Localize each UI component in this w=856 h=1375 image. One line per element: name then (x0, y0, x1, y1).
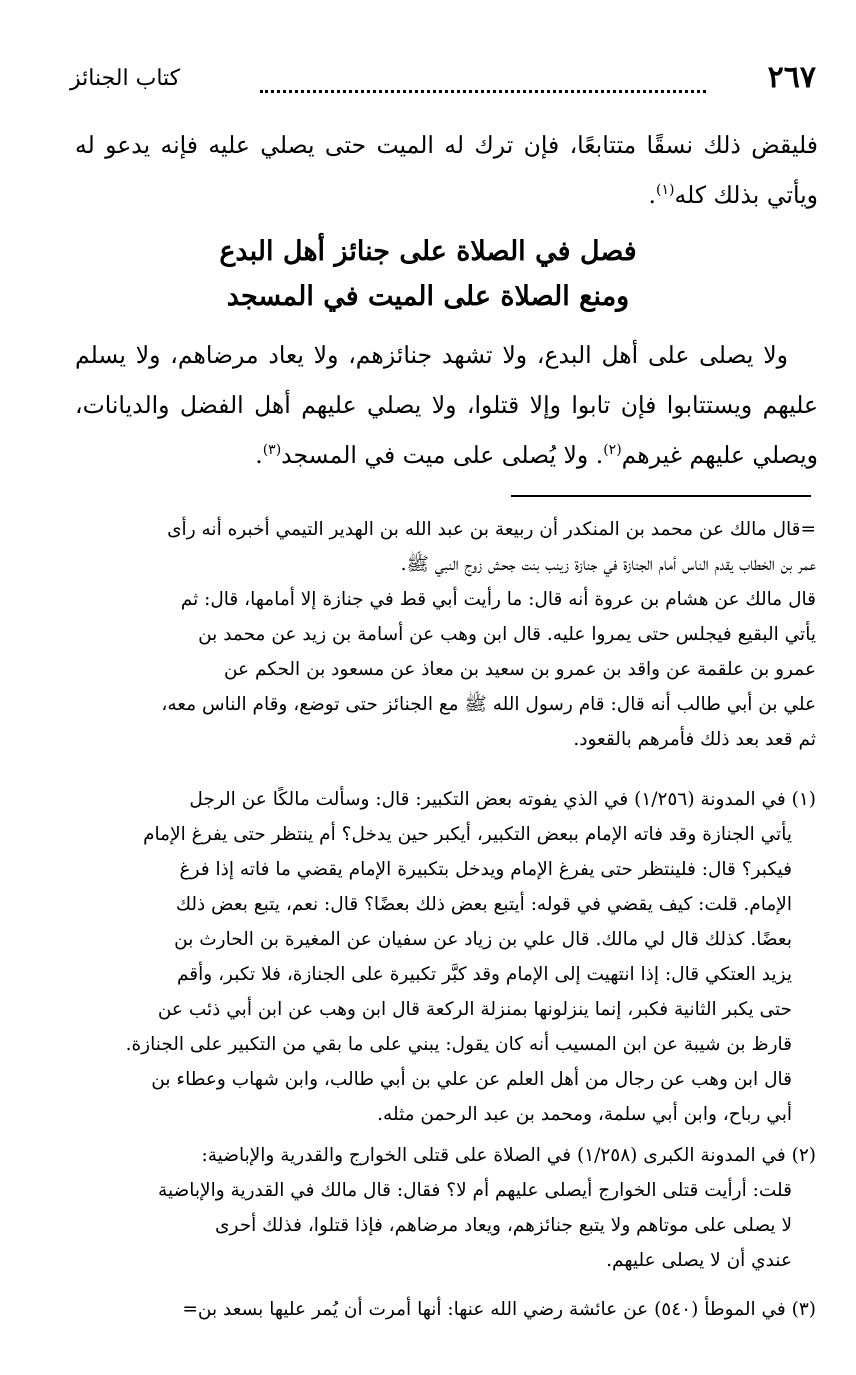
footnote-line: قارظ بن شيبة عن ابن المسيب أنه كان يقول: يبني على ما بقي من التكبير على الجنازة. (125, 1034, 792, 1055)
section-heading-line-2: ومنع الصلاة على الميت في المسجد (226, 281, 630, 312)
footnote-line: يأتي البقيع فيجلس حتى يمروا عليه. قال ابن وهب عن أسامة بن زيد عن محمد بن (198, 624, 816, 645)
page-number: ٢٦٧ (767, 60, 816, 95)
footnote-line: فيكبر؟ قال: فلينتظر حتى يفرغ الإمام ويدخل بتكبيرة الإمام يقضي ما فاته إذا فرغ (179, 859, 792, 880)
section-heading-line-1: فصل في الصلاة على جنائز أهل البدع (219, 236, 637, 267)
footnote-line: عمر بن الخطاب يقدم الناس أمام الجنازة في جنازة زينب بنت جحش زوج النبي ﷺ. (400, 554, 816, 575)
footnote-ref-1: (١) (656, 182, 675, 199)
footnote-line: قال مالك عن هشام بن عروة أنه قال: ما رأيت أبي قط في جنازة إلا أمامها، قال: ثم (180, 589, 816, 610)
footnote-line: قلت: أرأيت قتلى الخوارج أيصلى عليهم أم لا؟ فقال: قال مالك في القدرية والإباضية (158, 1180, 792, 1201)
footnote-ref-3: (٣) (262, 442, 282, 459)
paragraph-text-b: . ولا يُصلى على ميت في المسجد (281, 441, 604, 469)
footnote-line: عمرو بن علقمة عن واقد بن عمرو بن سعيد بن معاذ عن مسعود بن الحكم عن (223, 659, 816, 680)
footnote-line: =قال مالك عن محمد بن المنكدر أن ربيعة بن عبد الله بن الهدير التيمي أخبره أنه رأى (167, 519, 816, 540)
footnote-line: (٢) في المدونة الكبرى (١/٢٥٨) في الصلاة على قتلى الخوارج والقدرية والإباضية: (201, 1145, 816, 1166)
footnote-line: علي بن أبي طالب أنه قال: قام رسول الله ﷺ مع الجنائز حتى توضع، وقام الناس معه، (161, 694, 816, 715)
footnote-line: الإمام. قلت: كيف يقضي في قوله: أيتبع بعض ذلك بعضًا؟ قال: نعم، يتبع بعض ذلك (175, 894, 792, 915)
paragraph-text: فليقض ذلك نسقًا متتابعًا، فإن ترك له الميت حتى يصلي عليه فإنه يدعو له ويأتي بذلك كله (75, 131, 818, 209)
footnote-ref-2: (٢) (603, 442, 622, 459)
footnote-3 (70, 1292, 816, 1327)
footnote-line: بعضًا. كذلك قال لي مالك. قال علي بن زياد عن سفيان عن المغيرة بن الحارث بن (174, 929, 792, 950)
footnote-line: قال ابن وهب عن رجال من أهل العلم عن علي بن أبي طالب، وابن شهاب وعطاء بن (151, 1069, 792, 1090)
page-header (70, 60, 816, 100)
footnote-line: حتى يكبر الثانية فكبر، إنما ينزلونها بمنزلة الركعة قال ابن وهب عن ابن أبي ذئب عن (157, 999, 792, 1020)
footnote-line: (٣) في الموطأ (٥٤٠) عن عائشة رضي الله عنها: أنها أمرت أن يُمر عليها بسعد بن= (182, 1299, 816, 1320)
footnote-line: أبي رباح، وابن أبي سلمة، ومحمد بن عبد الرحمن مثله. (377, 1104, 792, 1125)
footnote-line: يزيد العتكي قال: إذا انتهيت إلى الإمام وقد كبَّر تكبيرة على الجنازة، فلا تكبر، وأقم (176, 964, 792, 985)
footnote-continued (70, 512, 816, 757)
footnote-2 (70, 1138, 816, 1278)
paragraph-text-a: ولا يصلى على أهل البدع، ولا تشهد جنائزهم، ولا يعاد مرضاهم، ولا يسلم عليهم ويستتابوا فإن تابوا وإلا قتلوا، ولا يصلي عليهم أهل الفضل والديانات، ويصلي عليهم غيرهم (75, 341, 818, 469)
footnote-line: (١) في المدونة (١/٢٥٦) في الذي يفوته بعض التكبير: قال: وسألت مالكًا عن الرجل (189, 789, 816, 810)
footnote-line: ثم قعد بعد ذلك فأمرهم بالقعود. (573, 729, 816, 750)
footnote-separator (511, 495, 811, 497)
header-dotted-leader (260, 90, 706, 93)
footnote-line: عندي أن لا يصلى عليهم. (606, 1250, 792, 1271)
running-title: كتاب الجنائز (70, 66, 181, 91)
footnote-line: يأتي الجنازة وقد فاته الإمام ببعض التكبير، أيكبر حين يدخل؟ أم ينتظر حتى يفرغ الإمام (143, 824, 792, 845)
footnote-line: لا يصلى على موتاهم ولا يتبع جنائزهم، ويعاد مرضاهم، فإذا قتلوا، فذلك أحرى (215, 1215, 792, 1236)
paragraph-bid-a (75, 330, 818, 480)
paragraph-end: . (255, 441, 263, 469)
paragraph-continuation: فليقض ذلك نسقًا متتابعًا، فإن ترك له الميت حتى يصلي عليه فإنه يدعو له ويأتي بذلك كله$^{(١)}$. (75, 131, 818, 209)
footnote-1 (70, 782, 816, 1132)
